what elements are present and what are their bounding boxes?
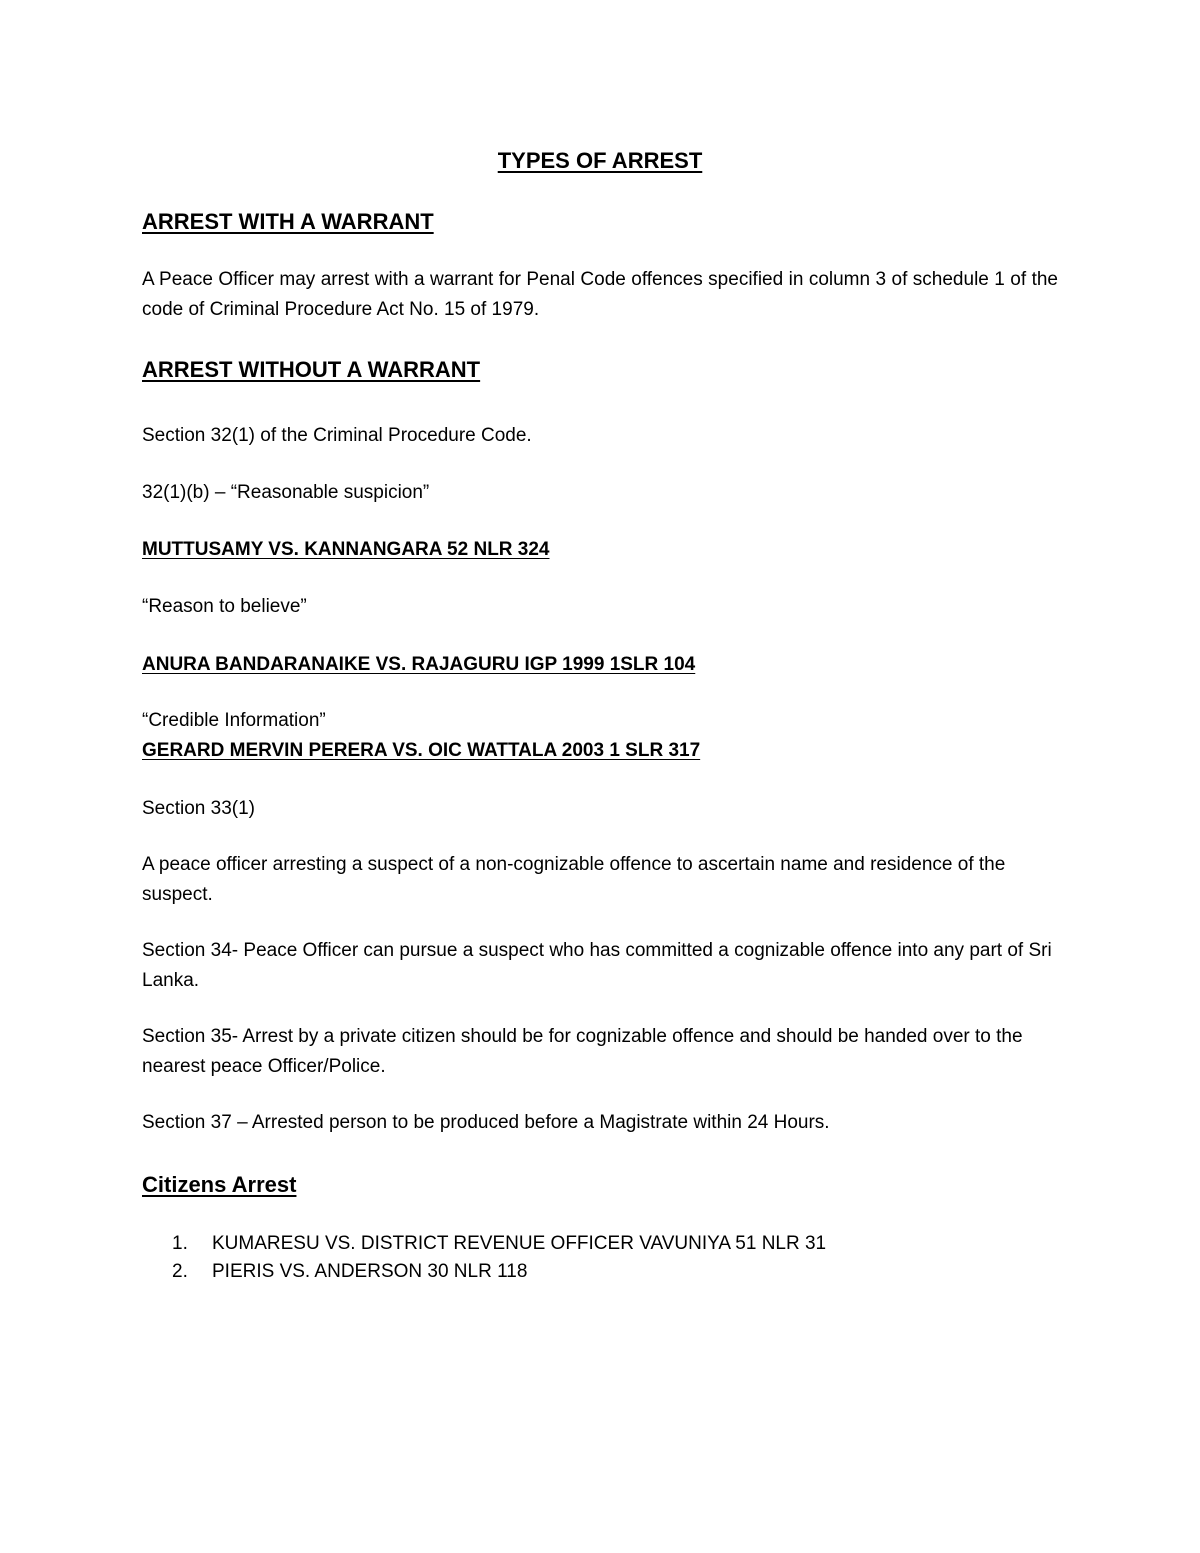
citizens-arrest-case-list	[172, 1230, 826, 1286]
heading-arrest-without-warrant: ARREST WITHOUT A WARRANT	[142, 357, 481, 382]
paragraph-credible-information: “Credible Information”	[142, 710, 326, 731]
list-item-text: KUMARESU VS. DISTRICT REVENUE OFFICER VAVUNIYA 51 NLR 31	[212, 1233, 827, 1254]
list-item-number: 2.	[172, 1261, 188, 1282]
list-item	[172, 1258, 826, 1286]
paragraph-reason-to-believe: “Reason to believe”	[142, 596, 307, 617]
case-citation-anura-bandaranaike: ANURA BANDARANAIKE VS. RAJAGURU IGP 1999 1SLR 104	[142, 654, 696, 675]
heading-arrest-with-warrant: ARREST WITH A WARRANT	[142, 209, 434, 234]
list-item	[172, 1230, 826, 1258]
paragraph-peace-officer-non-cognizable: A peace officer arresting a suspect of a non-cognizable offence to ascertain name and residence of the suspect.	[142, 854, 1006, 905]
page-title: TYPES OF ARREST	[497, 148, 703, 173]
paragraph-section-33-1: Section 33(1)	[142, 798, 256, 819]
paragraph-arrest-with-warrant: A Peace Officer may arrest with a warrant for Penal Code offences specified in column 3 of schedule 1 of the code of Criminal Procedure Act No. 15 of 1979.	[142, 269, 1058, 320]
paragraph-section-37: Section 37 – Arrested person to be produced before a Magistrate within 24 Hours.	[142, 1112, 830, 1133]
paragraph-section-32-1: Section 32(1) of the Criminal Procedure Code.	[142, 425, 532, 446]
list-item-number: 1.	[172, 1233, 188, 1254]
paragraph-section-34: Section 34- Peace Officer can pursue a suspect who has committed a cognizable offence into any part of Sri Lanka.	[142, 940, 1052, 991]
heading-citizens-arrest: Citizens Arrest	[142, 1172, 297, 1197]
paragraph-section-35: Section 35- Arrest by a private citizen should be for cognizable offence and should be handed over to the nearest peace Officer/Police.	[142, 1026, 1023, 1077]
case-citation-gerard-mervin-perera: GERARD MERVIN PERERA VS. OIC WATTALA 2003 1 SLR 317	[142, 740, 701, 761]
list-item-text: PIERIS VS. ANDERSON 30 NLR 118	[212, 1261, 528, 1282]
case-citation-muttusamy: MUTTUSAMY VS. KANNANGARA 52 NLR 324	[142, 539, 550, 560]
paragraph-reasonable-suspicion: 32(1)(b) – “Reasonable suspicion”	[142, 482, 430, 503]
